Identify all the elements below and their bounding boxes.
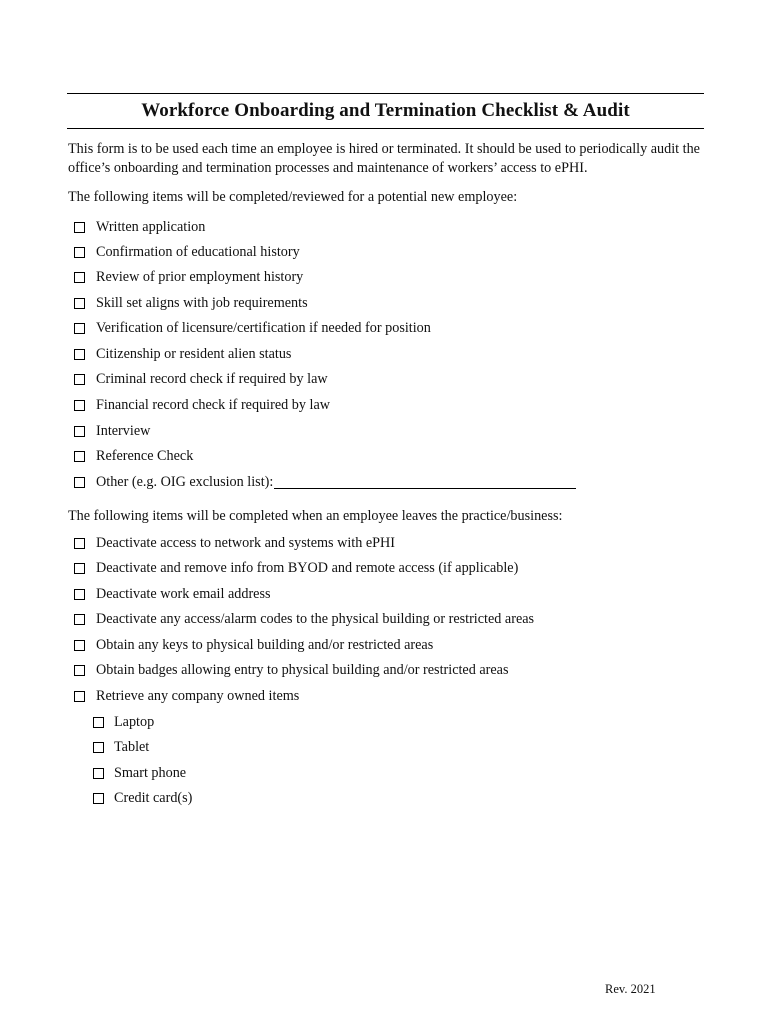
item-label: Laptop [114, 714, 155, 730]
onboarding-item[interactable] [74, 423, 150, 440]
onboarding-item[interactable] [74, 397, 330, 414]
intro-paragraph: This form is to be used each time an employee is hired or terminated. It should be used to periodically audit the office’s onboarding and termination processes and maintenance of workers’ access to ePHI. [68, 141, 700, 176]
onboarding-item[interactable] [74, 346, 291, 363]
checkbox[interactable] [93, 768, 104, 779]
checkbox[interactable] [74, 563, 85, 574]
onboarding-item[interactable] [74, 371, 328, 388]
onboarding-item[interactable] [74, 474, 576, 491]
checkbox[interactable] [74, 477, 85, 488]
checkbox[interactable] [93, 717, 104, 728]
onboarding-item[interactable] [74, 219, 205, 236]
checkbox[interactable] [74, 323, 85, 334]
item-label: Deactivate any access/alarm codes to the physical building or restricted areas [96, 611, 535, 627]
checkbox[interactable] [74, 614, 85, 625]
onboarding-item[interactable] [74, 244, 300, 261]
item-label: Written application [96, 219, 206, 235]
onboarding-item[interactable] [74, 448, 193, 465]
item-label: Tablet [114, 739, 150, 755]
company-item[interactable] [93, 714, 154, 731]
termination-item[interactable] [74, 662, 509, 679]
termination-item[interactable] [74, 688, 299, 705]
termination-item[interactable] [74, 611, 534, 628]
checkbox[interactable] [74, 272, 85, 283]
checkbox[interactable] [74, 374, 85, 385]
item-label: Credit card(s) [114, 790, 193, 806]
item-label: Financial record check if required by law [96, 397, 330, 413]
item-label: Deactivate and remove info from BYOD and remote access (if applicable) [96, 560, 519, 576]
checkbox[interactable] [74, 222, 85, 233]
checkbox[interactable] [74, 538, 85, 549]
termination-item[interactable] [74, 535, 395, 552]
termination-item[interactable] [74, 586, 271, 603]
item-label: Skill set aligns with job requirements [96, 295, 308, 311]
item-label: Smart phone [114, 765, 187, 781]
item-label: Retrieve any company owned items [96, 688, 300, 704]
checkbox[interactable] [74, 298, 85, 309]
checkbox[interactable] [74, 665, 85, 676]
checkbox[interactable] [74, 426, 85, 437]
other-blank-line[interactable] [274, 476, 576, 489]
item-label: Deactivate access to network and systems with ePHI [96, 535, 396, 551]
checkbox[interactable] [93, 793, 104, 804]
onboarding-item[interactable] [74, 269, 303, 286]
checkbox[interactable] [74, 247, 85, 258]
item-label: Deactivate work email address [96, 586, 271, 602]
company-item[interactable] [93, 739, 149, 756]
onboarding-item[interactable] [74, 320, 431, 337]
termination-item[interactable] [74, 560, 518, 577]
onboarding-item[interactable] [74, 295, 308, 312]
checkbox[interactable] [74, 451, 85, 462]
item-label: Review of prior employment history [96, 269, 304, 285]
page-title: Workforce Onboarding and Termination Checklist & Audit [141, 100, 630, 121]
termination-item[interactable] [74, 637, 433, 654]
item-label: Confirmation of educational history [96, 244, 300, 260]
item-label: Reference Check [96, 448, 194, 464]
item-label: Criminal record check if required by law [96, 371, 328, 387]
checkbox[interactable] [74, 691, 85, 702]
checkbox[interactable] [74, 349, 85, 360]
item-label: Verification of licensure/certification if needed for position [96, 320, 431, 336]
company-item[interactable] [93, 790, 192, 807]
checkbox[interactable] [74, 640, 85, 651]
onboarding-heading: The following items will be completed/reviewed for a potential new employee: [68, 189, 518, 205]
item-label: Obtain any keys to physical building and/or restricted areas [96, 637, 434, 653]
checkbox[interactable] [74, 400, 85, 411]
revision-footer: Rev. 2021 [605, 982, 656, 996]
item-label: Other (e.g. OIG exclusion list): [96, 474, 274, 490]
item-label: Obtain badges allowing entry to physical building and/or restricted areas [96, 662, 509, 678]
termination-heading: The following items will be completed when an employee leaves the practice/business: [68, 508, 563, 524]
item-label: Citizenship or resident alien status [96, 346, 292, 362]
item-label: Interview [96, 423, 151, 439]
checkbox[interactable] [74, 589, 85, 600]
company-item[interactable] [93, 765, 186, 782]
checkbox[interactable] [93, 742, 104, 753]
title-block [67, 93, 704, 129]
